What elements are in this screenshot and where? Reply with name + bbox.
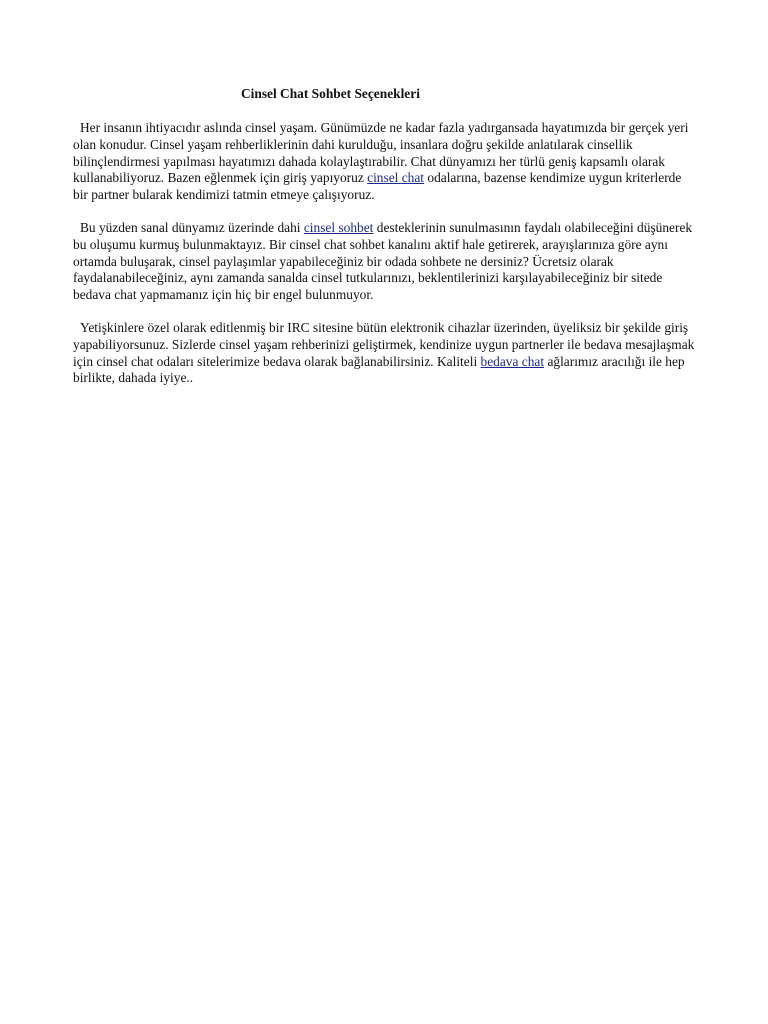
document-page xyxy=(73,84,697,387)
document-title: Cinsel Chat Sohbet Seçenekleri xyxy=(241,86,420,101)
cinsel-sohbet-link[interactable]: cinsel sohbet xyxy=(303,219,374,235)
paragraph-3-text-after: ağlarımız aracılığı ile hep birlikte, dahada iyiye.. xyxy=(73,353,685,386)
paragraph-2-text-before: Bu yüzden sanal dünyamız üzerinde dahi xyxy=(80,219,304,235)
paragraph-1-text-after: odalarına, bazense kendimize uygun kriterlerde bir partner bularak kendimizi tatmin etmeye çalışıyoruz. xyxy=(73,170,682,203)
paragraph-2 xyxy=(73,220,697,304)
paragraph-3 xyxy=(73,320,697,387)
paragraph-1 xyxy=(73,120,697,204)
paragraph-2-text-after: desteklerinin sunulmasının faydalı olabileceğini düşünerek bu oluşumu kurmuş bulunmaktayız. Bir cinsel chat sohbet kanalını aktif hale getirerek, arayışlarınıza göre aynı ortamda buluşarak, cinsel paylaşımlar yapabileceğiniz bir odada sohbete ne dersiniz? Ücretsiz olarak faydalanabileceğiniz, aynı zamanda sanalda cinsel tutkularınızı, beklentilerinizi karşılayabileceğiniz bir sitede bedava chat yapmamanız için hiç bir engel bulunmuyor. xyxy=(73,219,693,303)
paragraph-1-text-before: Her insanın ihtiyacıdır aslında cinsel yaşam. Günümüzde ne kadar fazla yadırgansada hayatımızda bir gerçek yeri olan konudur. Cinsel yaşam rehberliklerinin dahi kurulduğu, insanlara doğru şekilde anlatılarak cinsellik bilinçlendirmesi yapılması hayatımızı dahada kolaylaştırabilir. Chat dünyamızı her türlü geniş kapsamlı olarak kullanabiliyoruz. Bazen eğlenmek için giriş yapıyoruz xyxy=(73,120,689,186)
bedava-chat-link[interactable]: bedava chat xyxy=(480,353,545,369)
cinsel-chat-link[interactable]: cinsel chat xyxy=(367,170,425,186)
paragraph-3-text-before: Yetişkinlere özel olarak editlenmiş bir IRC sitesine bütün elektronik cihazlar üzerinden, üyeliksiz bir şekilde giriş yapabiliyorsunuz. Sizlerde cinsel yaşam rehberinizi geliştirmek, kendinize uygun partnerler ile bedava mesajlaşmak için cinsel chat odaları sitelerimize bedava olarak bağlanabilirsiniz. Kaliteli xyxy=(73,319,695,369)
